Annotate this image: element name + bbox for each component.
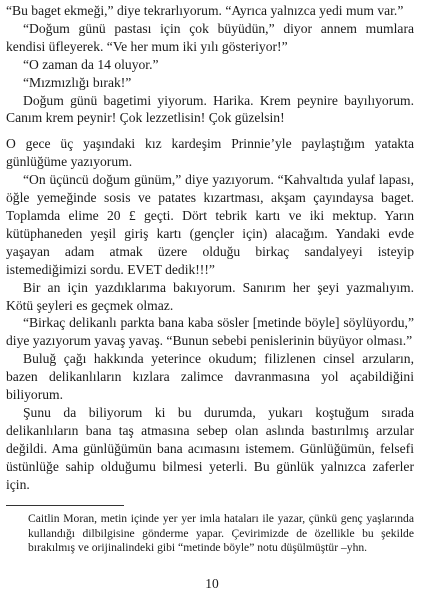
body-text [6,2,414,493]
paragraph: Buluğ çağı hakkında yeterince okudum; filizlenen cinsel arzuların, bazen delikanlıların kızlara zalimce davranmasına yol açabildiğini biliyorum. [6,351,414,403]
paragraph: Doğum günü bagetimi yiyorum. Harika. Krem peynire bayılıyorum. Canım krem peynir! Çok lezzetlisin! Çok güzelsin! [6,92,414,126]
footnote-divider [6,505,124,506]
paragraph: O gece üç yaşındaki kız kardeşim Prinnie’yle paylaştığım yatakta günlüğüme yazıyorum. [6,136,414,170]
page-number: 10 [205,576,219,591]
paragraph: “On üçüncü doğum günüm,” diye yazıyorum. “Kahvaltıda yulaf lapası, öğle yemeğinde sosis ve patates kızartması, akşam çayındaysa baget. Toplamda elime 20 £ geçti. Dört tebrik kartı ve iki mektup. Yarın kütüphaneden yeşil giriş kartı (gençler için) alacağım. Yandaki evde yaşayan adam atmak üzere olduğu birkaç sandalyeyi isteyip istemediğimizi sordu. EVET dedik!!!” [6,172,414,277]
paragraph: “Doğum günü pastası için çok büyüdün,” diyor annem mumlara kendisi üfleyerek. “Ve her mum iki yılı gösteriyor!” [6,20,414,54]
footnote-body [6,512,414,556]
paragraph: Şunu da biliyorum ki bu durumda, yukarı koştuğum sırada delikanlıların bana taş atmasına sebep olan aslında bastırılmış arzular değildi. Ama günlüğümün bana acımasını istemem. Günlüğümün, felsefi üstünlüğe sahip olduğumu bilmesi yeterli. Bu günlük yalnızca zaferler için. [6,404,414,492]
paragraph: “O zaman da 14 oluyor.” [23,56,159,72]
footnote-marker [6,512,28,527]
footnote [6,512,414,556]
paragraph: Bir an için yazdıklarıma bakıyorum. Sanırım her şeyi yazmalıyım. Kötü şeyleri es geçmek olmaz. [6,279,414,313]
footnote-text: Caitlin Moran, metin içinde yer yer imla hataları ile yazar, çünkü genç yaşlarında kullandığı dilbilgisine gönderme yapar. Çevirimizde de özellikle bu şekilde bırakılmış ve orijinalindeki gibi “metinde böyle” notu düşülmüştür –yhn. [28,512,414,554]
paragraph-with-footnote: “Birkaç delikanlı parkta bana kaba sösler [metinde böyle] söylüyordu,” diye yazıyorum yavaş yavaş. “Bunun sebebi penislerinin büyüyor olması.” [6,315,414,349]
paragraph: “Bu baget ekmeği,” diye tekrarlıyorum. “Ayrıca yalnızca yedi mum var.” [6,3,404,18]
paragraph-text: Birkaç delikanlı parkta bana kaba sösler [metinde böyle] söylüyordu,” diye yazıyorum yavaş yavaş. “Bunun sebebi penislerinin büyüyor olması.” [6,315,414,349]
paragraph: “Mızmızlığı bırak!” [23,74,132,90]
